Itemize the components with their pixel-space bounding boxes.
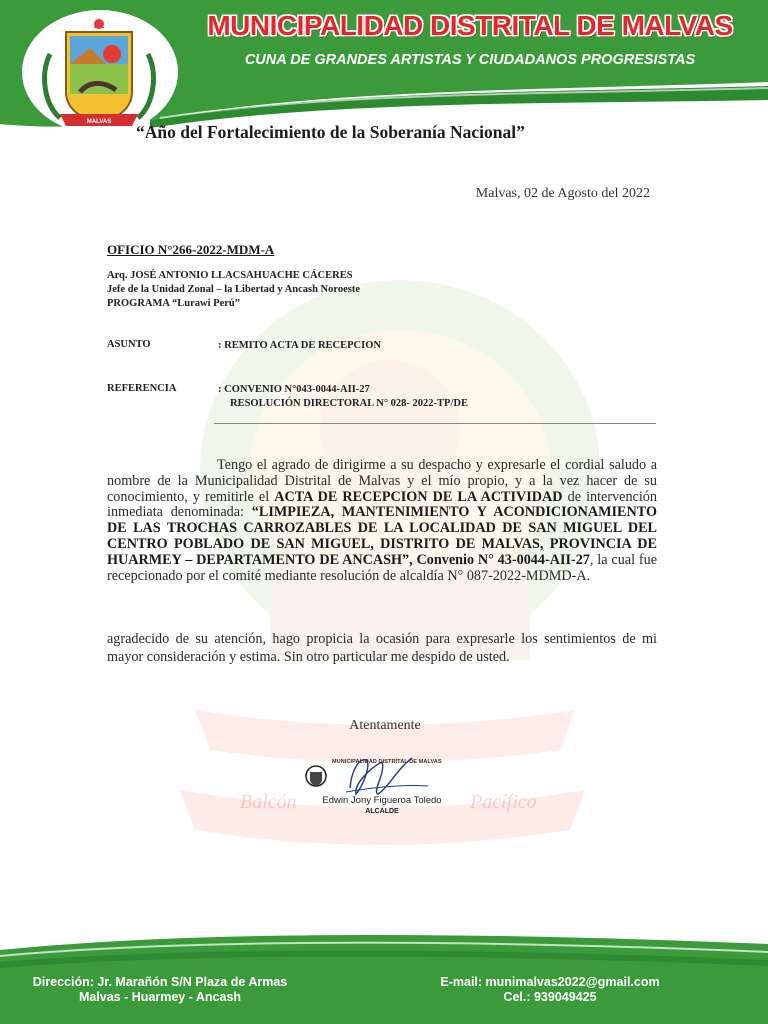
referencia-line1: : CONVENIO N°043-0044-AII-27 xyxy=(218,384,370,395)
footer-address xyxy=(0,975,320,1005)
oficio-number: OFICIO N°266-2022-MDM-A xyxy=(107,242,275,257)
addressee-name: Arq. JOSÉ ANTONIO LLACSAHUACHE CÁCERES xyxy=(107,270,353,281)
footer-contact xyxy=(410,975,690,1005)
footer-address-line2: Malvas - Huarmey - Ancash xyxy=(78,990,242,1004)
body-p1-bold-project: “LIMPIEZA, MANTENIMIENTO Y ACONDICIONAMIENTO DE LAS TROCHAS CARROZABLES DE LA LOCALIDAD DE SAN MIGUEL DEL CENTRO POBLADO DE SAN MIGUEL, DISTRITO DE MALVAS, PROVINCIA DE HUARMEY – DEPARTAMENTO DE ANCASH”, Convenio N° 43-0044-AII-27 xyxy=(107,504,657,568)
municipality-subtitle: CUNA DE GRANDES ARTISTAS Y CIUDADANOS PROGRESISTAS xyxy=(244,52,696,68)
addressee-block xyxy=(107,269,360,311)
referencia-label: REFERENCIA xyxy=(107,383,177,394)
municipal-crest-icon xyxy=(40,14,158,138)
watermark-right-word: Pacífico xyxy=(470,791,537,813)
footer-email: E-mail: munimalvas2022@gmail.com xyxy=(440,975,660,989)
body-p1-bold-act: ACTA DE RECEPCION DE LA ACTIVIDAD xyxy=(274,488,563,505)
asunto-value: : REMITO ACTA DE RECEPCION xyxy=(218,340,381,351)
municipality-title: MUNICIPALIDAD DISTRITAL DE MALVAS xyxy=(207,10,733,41)
asunto-label: ASUNTO xyxy=(107,339,151,350)
footer-address-line1: Dirección: Jr. Marañón S/N Plaza de Armas xyxy=(32,975,288,989)
footer-phone: Cel.: 939049425 xyxy=(503,990,597,1004)
body-p1-text-a: Tengo el agrado de dirigirme a su despacho y expresarle el cordial saludo a nombre de la Municipalidad Distrital de Malvas y el mío propio, y a la vez hacer de su conocimiento, y remitirle el xyxy=(107,457,657,505)
closing-text: Atentamente xyxy=(349,718,421,733)
letter-date: Malvas, 02 de Agosto del 2022 xyxy=(475,186,650,201)
addressee-program: PROGRAMA “Lurawi Perú” xyxy=(107,298,240,309)
referencia-values xyxy=(218,383,468,411)
addressee-position: Jefe de la Unidad Zonal – la Libertad y Ancash Noroeste xyxy=(107,284,360,295)
watermark-left-word: Balcón xyxy=(240,791,297,813)
signer-role: ALCALDE xyxy=(365,808,399,815)
body-paragraph-2: agradecido de su atención, hago propicia la ocasión para expresarle los sentimientos de mi mayor consideración y estima. Sin otro particular me despido de usted. xyxy=(107,631,657,665)
logo-ribbon-text: MALVAS xyxy=(86,119,112,125)
body-paragraph-1 xyxy=(107,458,657,584)
signature-stamp: MUNICIPALIDAD DISTRITAL DE MALVAS xyxy=(332,759,442,765)
body-p1-text-e: , la cual fue recepcionado por el comité mediante resolución de alcaldía N° 087-2022-MDMD-A. xyxy=(107,551,658,584)
signer-name: Edwin Jony Figueroa Toledo xyxy=(322,795,442,806)
referencia-line2: RESOLUCIÓN DIRECTORAL N° 028- 2022-TP/DE xyxy=(230,398,468,409)
year-motto: “Año del Fortalecimiento de la Soberanía Nacional” xyxy=(136,122,525,142)
divider-line xyxy=(214,423,656,424)
body-p1-text-c: de intervención inmediata denominada: xyxy=(107,488,657,521)
